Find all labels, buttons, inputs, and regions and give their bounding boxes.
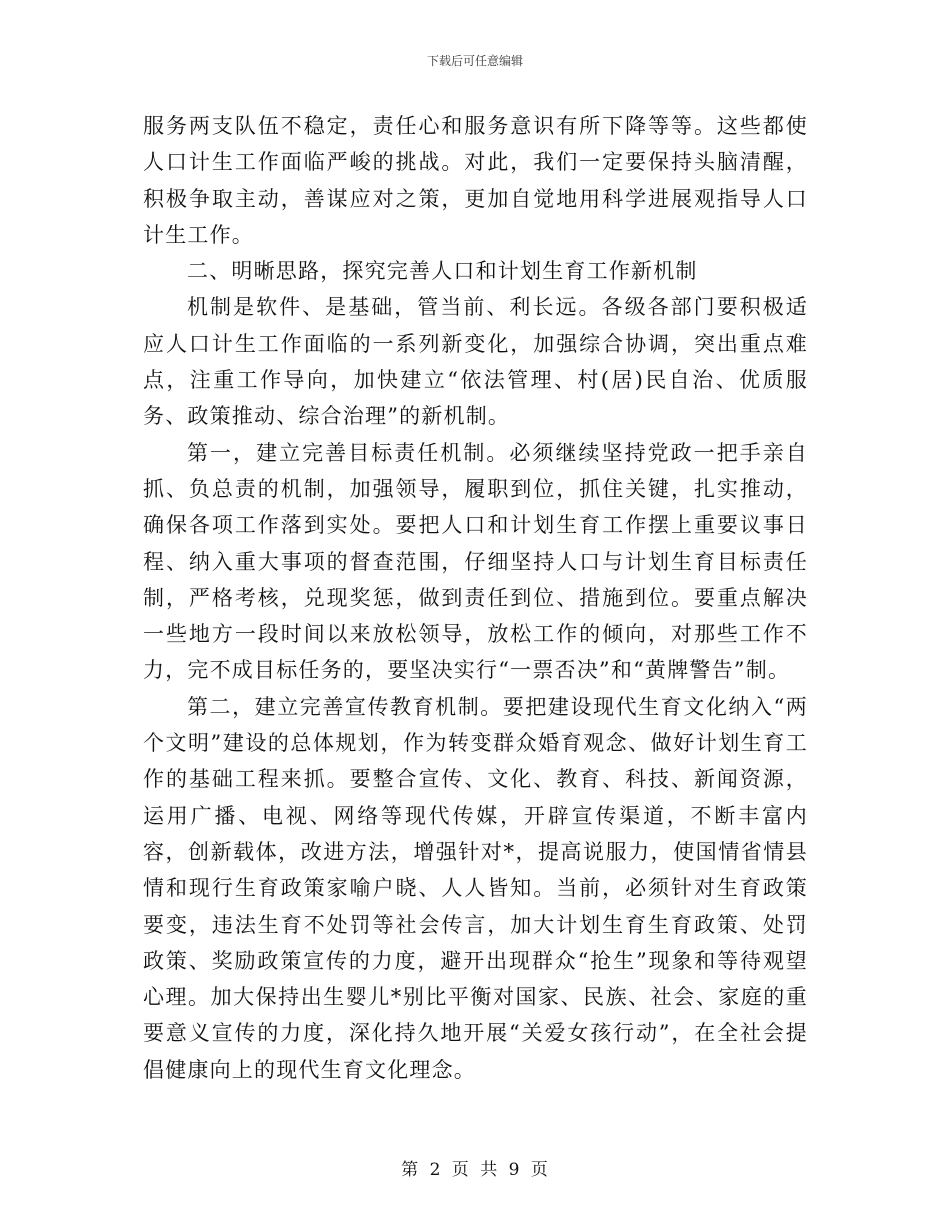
document-body [143, 108, 808, 1088]
paragraph-target-responsibility: 第一，建立完善目标责任机制。必须继续坚持党政一把手亲自抓、负总责的机制，加强领导，履职到位，抓住关键，扎实推动，确保各项工作落到实处。要把人口和计划生育工作摆上重要议事日程、纳入重大事项的督查范围，仔细坚持人口与计划生育目标责任制，严格考核，兑现奖惩，做到责任到位、措施到位。要重点解决一些地方一段时间以来放松领导，放松工作的倾向，对那些工作不力，完不成目标任务的，要坚决实行“一票否决”和“黄牌警告”制。 [143, 440, 808, 683]
footer-prefix: 第 [401, 1160, 420, 1180]
footer-current-page: 2 [429, 1160, 442, 1180]
page-header [0, 52, 950, 69]
section-heading: 二、明晰思路，探究完善人口和计划生育工作新机制 [187, 259, 698, 284]
footer-total-word: 共 [480, 1160, 499, 1180]
paragraph-continuation: 服务两支队伍不稳定，责任心和服务意识有所下降等等。这些都使人口计生工作面临严峻的挑战。对此，我们一定要保持头脑清醒，积极争取主动，善谋应对之策，更加自觉地用科学进展观指导人口计生工作。 [143, 114, 808, 247]
page-footer [0, 1155, 950, 1180]
footer-page-word: 页 [451, 1160, 470, 1180]
paragraph-publicity-education: 第二，建立完善宣传教育机制。要把建设现代生育文化纳入“两个文明”建设的总体规划，作为转变群众婚育观念、做好计划生育工作的基础工程来抓。要整合宣传、文化、教育、科技、新闻资源，运用广播、电视、网络等现代传媒，开辟宣传渠道，不断丰富内容，创新载体，改进方法，增强针对*，提高说服力，使国情省情县情和现行生育政策家喻户晓、人人皆知。当前，必须针对生育政策要变，违法生育不处罚等社会传言，加大计划生育生育政策、处罚政策、奖励政策宣传的力度，避开出现群众“抢生”现象和等待观望心理。加大保持出生婴儿*别比平衡对国家、民族、社会、家庭的重要意义宣传的力度，深化持久地开展“关爱女孩行动”，在全社会提倡健康向上的现代生育文化理念。 [143, 694, 808, 1082]
footer-total-pages: 9 [508, 1160, 521, 1180]
paragraph-mechanism-intro: 机制是软件、是基础，管当前、利长远。各级各部门要积极适应人口计生工作面临的一系列新变化，加强综合协调，突出重点难点，注重工作导向，加快建立“依法管理、村(居)民自治、优质服务、政策推动、综合治理”的新机制。 [143, 295, 808, 429]
header-text: 下载后可任意编辑 [426, 54, 523, 68]
footer-suffix: 页 [530, 1160, 549, 1180]
